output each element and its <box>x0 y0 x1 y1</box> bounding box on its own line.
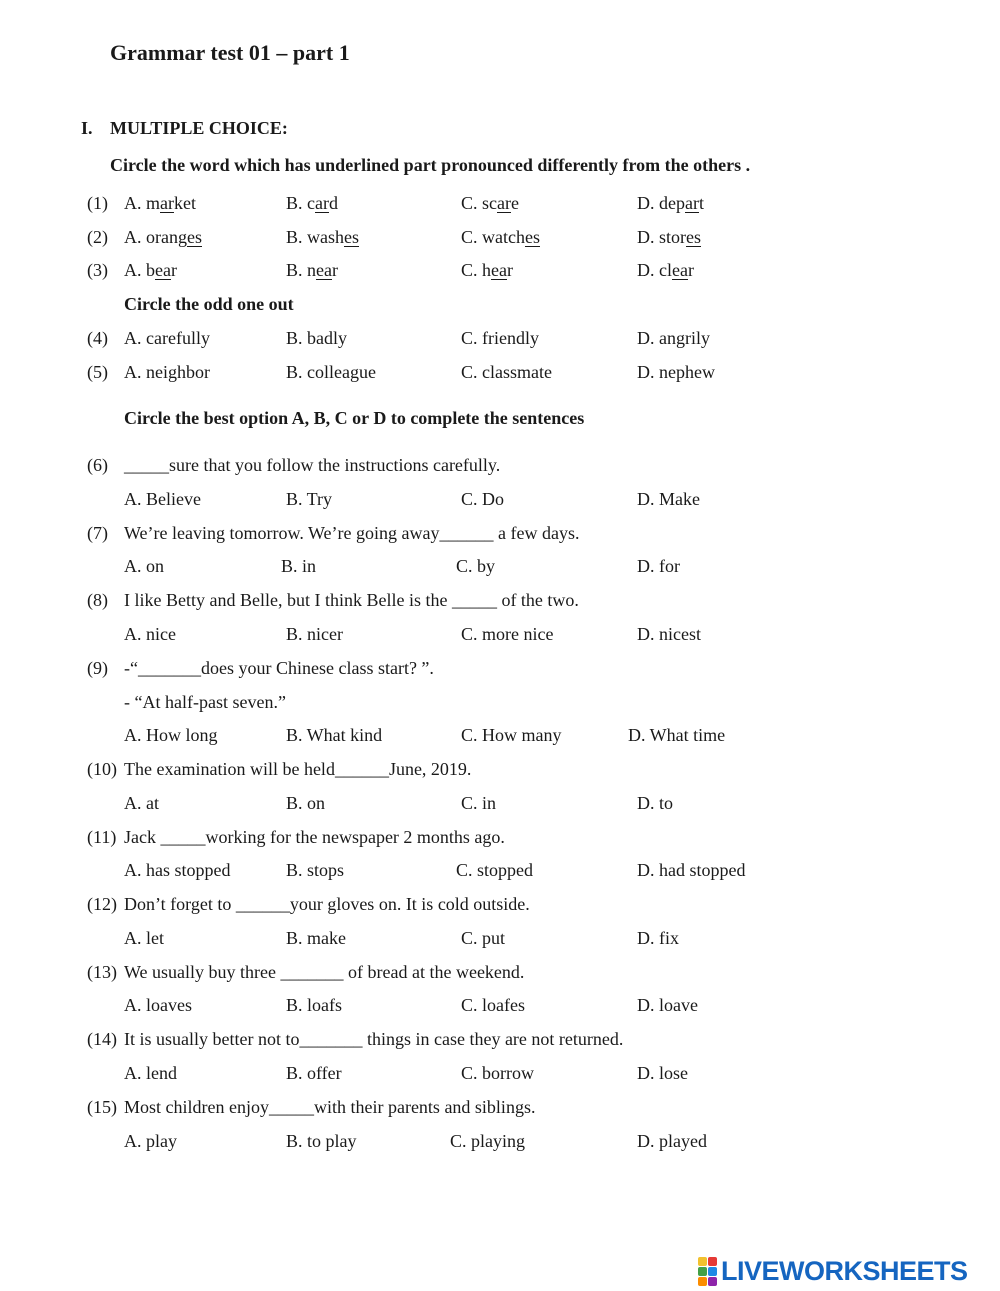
logo-square <box>698 1267 707 1276</box>
answer-option: D. lose <box>637 1063 688 1083</box>
underlined-part: ea <box>316 260 332 280</box>
option-prefix: B. wash <box>286 227 344 247</box>
answer-option <box>637 194 704 212</box>
question-number: (9) <box>87 658 108 678</box>
answer-option: A. neighbor <box>124 362 210 382</box>
answer-option: B. Try <box>286 489 333 509</box>
option-prefix: C. watch <box>461 227 525 247</box>
question-number: (12) <box>87 894 117 914</box>
answer-option: D. fix <box>637 928 679 948</box>
answer-option: D. to <box>637 793 673 813</box>
answer-option: A. loaves <box>124 995 192 1015</box>
underlined-part: es <box>686 227 701 247</box>
underlined-part: es <box>186 227 202 247</box>
underlined-part: ea <box>155 260 171 280</box>
option-prefix: D. stor <box>637 227 686 247</box>
underlined-part: es <box>344 227 359 247</box>
answer-option: B. colleague <box>286 362 376 382</box>
answer-option: C. in <box>461 793 497 813</box>
answer-option: C. by <box>456 556 496 576</box>
answer-option: A. Believe <box>124 489 201 509</box>
answer-option: B. What kind <box>286 725 383 745</box>
answer-option: D. loave <box>637 995 698 1015</box>
question-text: Don’t forget to ______your gloves on. It is cold outside. <box>124 894 530 914</box>
answer-option: B. on <box>286 793 326 813</box>
option-suffix: r <box>507 260 513 280</box>
answer-option: D. What time <box>628 725 726 745</box>
instruction-best-option: Circle the best option A, B, C or D to complete the sentences <box>124 408 585 428</box>
option-suffix: r <box>687 260 694 280</box>
answer-option <box>124 261 177 279</box>
option-suffix: r <box>170 260 177 280</box>
answer-option: C. stopped <box>456 860 534 880</box>
option-suffix: ket <box>173 193 196 213</box>
answer-option: A. nice <box>124 624 176 644</box>
answer-option: D. for <box>637 556 680 576</box>
answer-option <box>124 228 202 246</box>
question-text: We usually buy three _______ of bread at the weekend. <box>124 962 525 982</box>
answer-option <box>637 261 694 279</box>
question-number: (11) <box>87 827 117 847</box>
answer-option: B. nicer <box>286 624 343 644</box>
answer-option: C. put <box>461 928 506 948</box>
question-number: (8) <box>87 590 108 610</box>
question-number: (10) <box>87 759 117 779</box>
answer-option: B. to play <box>286 1131 357 1151</box>
page-title: Grammar test 01 – part 1 <box>110 40 350 65</box>
option-prefix: B. c <box>286 193 315 213</box>
answer-option: B. make <box>286 928 346 948</box>
answer-option: C. friendly <box>461 328 539 348</box>
option-prefix: A. orang <box>124 227 187 247</box>
answer-option: A. play <box>124 1131 177 1151</box>
question-number: (14) <box>87 1029 117 1049</box>
question-text: Jack _____working for the newspaper 2 months ago. <box>124 827 505 847</box>
answer-option <box>286 194 338 212</box>
question-number: (7) <box>87 523 108 543</box>
underlined-part: ar <box>315 193 329 213</box>
answer-option <box>286 228 359 246</box>
answer-option: A. How long <box>124 725 218 745</box>
logo-icon <box>698 1257 717 1286</box>
underlined-part: es <box>524 227 540 247</box>
instruction-pronunciation: Circle the word which has underlined part pronounced differently from the others . <box>110 155 751 175</box>
question-text: The examination will be held______June, 2019. <box>124 759 472 779</box>
logo-square <box>708 1277 717 1286</box>
option-prefix: A. m <box>124 193 160 213</box>
answer-option: A. at <box>124 793 159 813</box>
answer-option <box>286 261 338 279</box>
question-text: -“_______does your Chinese class start? ”. <box>124 658 434 678</box>
question-text: _____sure that you follow the instructions carefully. <box>124 455 501 475</box>
answer-option: A. on <box>124 556 164 576</box>
answer-option: D. had stopped <box>637 860 746 880</box>
answer-option: D. nicest <box>637 624 701 644</box>
answer-option <box>461 194 519 212</box>
answer-option: D. angrily <box>637 328 710 348</box>
logo-square <box>698 1257 707 1266</box>
answer-option: B. offer <box>286 1063 342 1083</box>
logo-square <box>708 1267 717 1276</box>
answer-option: D. nephew <box>637 362 715 382</box>
question-number: (13) <box>87 962 117 982</box>
underlined-part: ea <box>491 260 507 280</box>
underlined-part: ar <box>497 193 511 213</box>
answer-option: B. badly <box>286 328 347 348</box>
option-suffix: r <box>332 260 338 280</box>
question-number: (15) <box>87 1097 117 1117</box>
section-number: I. <box>81 118 93 138</box>
answer-option <box>124 194 196 212</box>
option-suffix: e <box>510 193 519 213</box>
underlined-part: ar <box>160 193 174 213</box>
logo-square <box>698 1277 707 1286</box>
question-number: (3) <box>87 260 108 280</box>
answer-option: A. has stopped <box>124 860 231 880</box>
answer-option: A. carefully <box>124 328 210 348</box>
instruction-odd-one-out: Circle the odd one out <box>124 294 294 314</box>
logo-square <box>708 1257 717 1266</box>
answer-option: C. classmate <box>461 362 552 382</box>
answer-option: C. more nice <box>461 624 554 644</box>
question-text: I like Betty and Belle, but I think Belle is the _____ of the two. <box>124 590 579 610</box>
section-heading: MULTIPLE CHOICE: <box>110 118 288 138</box>
question-number: (1) <box>87 193 108 213</box>
underlined-part: ea <box>672 260 688 280</box>
answer-option <box>461 228 540 246</box>
answer-option: C. Do <box>461 489 505 509</box>
question-number: (2) <box>87 227 108 247</box>
answer-option: D. Make <box>637 489 700 509</box>
option-prefix: D. dep <box>637 193 685 213</box>
answer-option: B. in <box>281 556 317 576</box>
question-text: We’re leaving tomorrow. We’re going away______ a few days. <box>124 523 580 543</box>
underlined-part: ar <box>685 193 699 213</box>
question-number: (6) <box>87 455 108 475</box>
option-prefix: D. cl <box>637 260 672 280</box>
answer-option: C. How many <box>461 725 562 745</box>
question-number: (5) <box>87 362 108 382</box>
answer-option: B. stops <box>286 860 345 880</box>
option-prefix: B. n <box>286 260 317 280</box>
question-number: (4) <box>87 328 108 348</box>
option-prefix: A. b <box>124 260 155 280</box>
answer-option: D. played <box>637 1131 707 1151</box>
option-prefix: C. sc <box>461 193 497 213</box>
answer-option: B. loafs <box>286 995 342 1015</box>
option-suffix: d <box>328 193 338 213</box>
answer-option: C. playing <box>450 1131 525 1151</box>
answer-option: A. let <box>124 928 164 948</box>
question-text: Most children enjoy_____with their parents and siblings. <box>124 1097 536 1117</box>
answer-option: C. loafes <box>461 995 525 1015</box>
answer-option: C. borrow <box>461 1063 534 1083</box>
question-text: It is usually better not to_______ things in case they are not returned. <box>124 1029 624 1049</box>
option-prefix: C. h <box>461 260 492 280</box>
option-suffix: t <box>698 193 704 213</box>
answer-option <box>637 228 701 246</box>
liveworksheets-logo <box>698 1256 968 1286</box>
logo-text: LIVEWORKSHEETS <box>721 1255 968 1286</box>
question-text-reply: - “At half-past seven.” <box>124 692 286 712</box>
answer-option <box>461 261 513 279</box>
answer-option: A. lend <box>124 1063 177 1083</box>
